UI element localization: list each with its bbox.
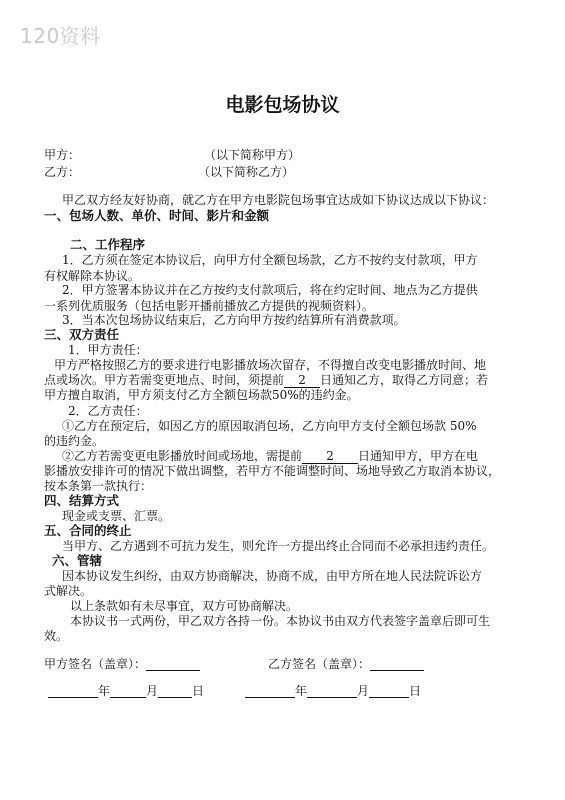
section-5-heading: 五、合同的终止 xyxy=(44,523,132,538)
date-b-month-label: 月 xyxy=(357,684,370,698)
date-b-month-blank[interactable] xyxy=(307,685,357,698)
s6-line3: 以上条款如有未尽事宜，双方可协商解决。 xyxy=(70,599,299,613)
s6-line1: 因本协议发生纠纷，由双方协商解决，协商不成，由甲方所在地人民法院诉讼方 xyxy=(62,569,483,583)
section-1-heading: 一、包场人数、单价、时间、影片和金额 xyxy=(44,208,270,223)
signature-a xyxy=(44,657,200,671)
s2-p1-line1: 1．乙方须在签定本协议后，向甲方付全额包场款，乙方不按约支付款项，甲方 xyxy=(62,253,478,267)
date-a-day-label: 日 xyxy=(192,684,205,698)
s3-a-line2-start: 点或场次。甲方若需变更地点、时间，须提前 xyxy=(44,373,285,387)
s3-a-line3: 甲方擅自取消，甲方须支付乙方全额包场款50%的违约金。 xyxy=(44,388,359,402)
s4-text: 现金或支票、汇票。 xyxy=(62,509,171,523)
signature-a-line[interactable] xyxy=(146,658,200,671)
section-3-heading: 三、双方责任 xyxy=(44,327,120,342)
s6-line5: 效。 xyxy=(44,629,69,643)
s3-a-line2-end: 日通知乙方，取得乙方同意；若 xyxy=(320,373,489,387)
s3-a-line1: 甲方严格按照乙方的要求进行电影播放场次留存，不得擅自改变电影播放时间、地 xyxy=(54,358,487,372)
date-a-year-label: 年 xyxy=(98,684,111,698)
s3-b2-line1-end: 日通知甲方，甲方在电 xyxy=(358,449,479,463)
date-a-year-blank[interactable] xyxy=(48,685,98,698)
s3-b-title: 2．乙方责任： xyxy=(68,404,148,418)
section-2-heading: 二、工作程序 xyxy=(70,237,146,252)
s2-p1-line2: 有权解除本协议。 xyxy=(44,269,141,283)
party-b-row xyxy=(44,165,295,179)
signature-b-line[interactable] xyxy=(370,658,424,671)
s3-b1-line2: 的违约金。 xyxy=(44,434,105,448)
signature-b xyxy=(268,657,424,671)
s3-b2-line1-start: ②乙方若需变更电影播放时间或场地，需提前 xyxy=(62,449,303,463)
s5-text: 当甲方、乙方遇到不可抗力发生，则允许一方提出终止合同而不必承担违约责任。 xyxy=(62,539,495,553)
party-a-row xyxy=(44,148,301,162)
signature-a-label: 甲方签名（盖章）： xyxy=(44,657,147,671)
date-b-year-blank[interactable] xyxy=(245,685,295,698)
date-b-day-blank[interactable] xyxy=(369,685,409,698)
party-a-note: （以下简称甲方） xyxy=(204,148,301,162)
s3-a-title: 1．甲方责任： xyxy=(68,343,148,357)
notice-days-b: 2 xyxy=(302,449,358,464)
date-a xyxy=(48,684,204,698)
document-title: 电影包场协议 xyxy=(225,94,340,116)
s3-b2-line1 xyxy=(62,449,478,464)
date-a-day-blank[interactable] xyxy=(158,685,192,698)
s6-line4: 本协议书一式两份，甲乙双方各持一份。本协议书由双方代表签字盖章后即可生 xyxy=(70,614,491,628)
s2-p3: 3．当本次包场协议结束后，乙方向甲方按约结算所有消费款项。 xyxy=(62,313,406,327)
s3-b2-line2: 影播放安排许可的情况下做出调整，若甲方不能调整时间、场地导致乙方取消本协议， xyxy=(44,464,501,478)
party-b-label: 乙方： xyxy=(44,165,81,179)
party-a-label: 甲方： xyxy=(44,148,81,162)
s2-p2-line2: 一系列优质服务（包括电影开播前播放乙方提供的视频资料）。 xyxy=(44,299,375,313)
section-6-heading: 六、管辖 xyxy=(52,553,103,568)
date-b-day-label: 日 xyxy=(409,684,422,698)
s6-line2: 式解决。 xyxy=(44,584,93,598)
s3-a-line2 xyxy=(44,373,488,388)
party-b-note: （以下简称乙方） xyxy=(198,165,295,179)
date-a-month-blank[interactable] xyxy=(110,685,146,698)
intro: 甲乙双方经友好协商，就乙方在甲方电影院包场事宜达成如下协议达成以下协议： xyxy=(62,193,495,207)
s2-p2-line1: 2．甲方签署本协议并在乙方按约支付款项后，将在约定时间、地点为乙方提供 xyxy=(62,283,478,297)
notice-days-a: 2 xyxy=(284,373,320,388)
s3-b2-line3: 按本条第一款执行： xyxy=(44,479,153,493)
s3-b1-line1: ①乙方在预定后，如因乙方的原因取消包场，乙方向甲方支付全额包场款 50% xyxy=(62,419,477,433)
date-b-year-label: 年 xyxy=(295,684,308,698)
signature-b-label: 乙方签名（盖章）： xyxy=(268,657,371,671)
date-a-month-label: 月 xyxy=(146,684,159,698)
section-4-heading: 四、结算方式 xyxy=(44,493,120,508)
date-b xyxy=(245,684,421,698)
watermark: 120资料 xyxy=(20,24,101,48)
